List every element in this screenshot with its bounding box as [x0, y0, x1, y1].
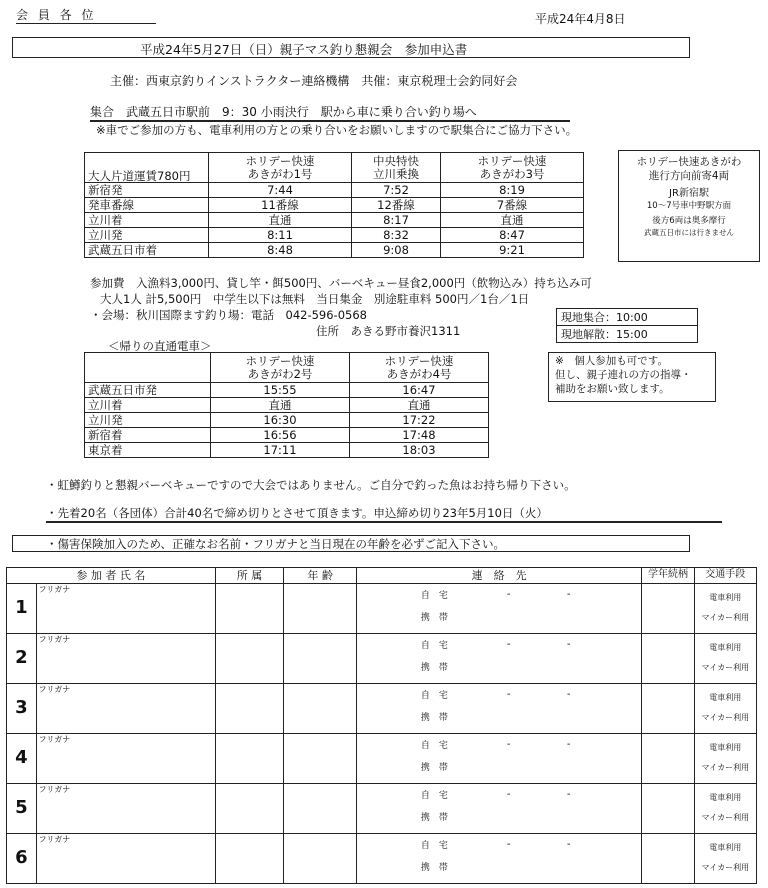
home-label: 自 宅 — [420, 741, 448, 751]
cell: 9:08 — [352, 243, 441, 258]
addressee: 会 員 各 位 — [16, 6, 156, 24]
name-field[interactable] — [36, 584, 215, 634]
name-field[interactable] — [36, 784, 215, 834]
affiliation-field[interactable] — [215, 784, 284, 834]
grade-field[interactable] — [642, 684, 694, 734]
contact-field[interactable]: 自 宅 携 帯 - - — [356, 784, 641, 834]
row-label: 立川発 — [85, 228, 209, 243]
side-box-line5: 武蔵五日市には行きません — [644, 227, 734, 237]
cell: 8:17 — [352, 213, 441, 228]
row-label: 武蔵五日市発 — [85, 383, 211, 398]
registration-row — [7, 584, 757, 634]
dismiss-time: 現地解散：15:00 — [556, 325, 698, 343]
venue: ・会場：秋川国際ます釣り場：電話 042-596-0568 — [90, 308, 367, 322]
train-option: 電車利用 — [709, 793, 742, 802]
side-box-line3: 10～7号車中野駅方面 — [646, 200, 732, 211]
car-option: マイカー利用 — [701, 863, 750, 872]
registration-table — [6, 567, 757, 884]
note-2: ・先着20名（各団体）合計40名で締め切りとさせて頂きます。申込締め切り23年5月10日（火） — [46, 505, 722, 523]
name-field[interactable] — [36, 734, 215, 784]
corner-cell — [85, 353, 211, 383]
train-option: 電車利用 — [709, 643, 742, 652]
grade-field[interactable] — [642, 584, 694, 634]
cell: 7:44 — [209, 183, 352, 198]
age-field[interactable] — [284, 784, 357, 834]
name-field[interactable] — [36, 684, 215, 734]
furigana-label: フリガナ — [38, 635, 71, 644]
contact-field[interactable]: 自 宅 携 帯 - - — [356, 684, 641, 734]
return-table-caption: ＜帰りの直通電車＞ — [108, 339, 212, 353]
header-grade-relation: 学年続柄 — [642, 568, 694, 584]
cell: 17:48 — [350, 428, 489, 443]
header-contact: 連 絡 先 — [356, 568, 641, 584]
registration-row — [7, 684, 757, 734]
contact-field[interactable]: 自 宅 携 帯 - - — [356, 834, 641, 884]
header-age: 年 齢 — [284, 568, 357, 584]
row-number: 3 — [7, 684, 37, 734]
train-option: 電車利用 — [709, 593, 742, 602]
meeting-info: 集合 武蔵五日市駅前 9：30 小雨決行 駅から車に乗り合い釣り場へ — [90, 103, 570, 122]
header-name: 参 加 者 氏 名 — [7, 568, 216, 584]
affiliation-field[interactable] — [215, 684, 284, 734]
solo-note-line3: 補助をお願い致します。 — [555, 383, 670, 396]
return-train-table — [84, 352, 489, 458]
registration-row — [7, 734, 757, 784]
home-label: 自 宅 — [420, 591, 448, 601]
grade-field[interactable] — [642, 634, 694, 684]
transport-field[interactable] — [694, 834, 756, 884]
side-box-title: ホリデー快速あきがわ — [636, 156, 742, 168]
car-option: マイカー利用 — [701, 813, 750, 822]
age-field[interactable] — [284, 834, 357, 884]
mobile-label: 携 帯 — [420, 863, 448, 873]
sponsors: 主催：西東京釣りインストラクター連絡機構 共催：東京税理士会釣同好会 — [110, 74, 518, 88]
furigana-label: フリガナ — [38, 735, 71, 744]
registration-row — [7, 834, 757, 884]
mobile-label: 携 帯 — [420, 663, 448, 673]
cell: 直通 — [211, 398, 350, 413]
cell: 15:55 — [211, 383, 350, 398]
fee-line2: 大人1人 計5,500円 中学生以下は無料 当日集金 別途駐車料 500円／1台／1日 — [100, 292, 530, 306]
train-option: 電車利用 — [709, 743, 742, 752]
cell: 7番線 — [441, 198, 584, 213]
train-option: 電車利用 — [709, 693, 742, 702]
header-transport: 交通手段 — [694, 568, 756, 584]
row-label: 発車番線 — [85, 198, 209, 213]
affiliation-field[interactable] — [215, 584, 284, 634]
train-option: 電車利用 — [709, 843, 742, 852]
note-1: ・虹鱒釣りと懇親バーベキューですので大会ではありません。ご自分で釣った魚はお持ち帰り下さい。 — [46, 478, 576, 492]
grade-field[interactable] — [642, 784, 694, 834]
row-label: 新宿着 — [85, 428, 211, 443]
cell: 17:22 — [350, 413, 489, 428]
col-akigawa4: ホリデー快速 あきがわ4号 — [350, 353, 489, 383]
row-label: 立川発 — [85, 413, 211, 428]
solo-participation-note — [548, 352, 716, 402]
contact-field[interactable]: 自 宅 携 帯 - - — [356, 584, 641, 634]
col-akigawa1: ホリデー快速 あきがわ1号 — [209, 153, 352, 183]
holiday-rapid-info-box — [618, 150, 760, 262]
name-field[interactable] — [36, 634, 215, 684]
cell: 8:11 — [209, 228, 352, 243]
cell: 17:11 — [211, 443, 350, 458]
name-field[interactable] — [36, 834, 215, 884]
age-field[interactable] — [284, 734, 357, 784]
row-label: 新宿発 — [85, 183, 209, 198]
transport-field[interactable] — [694, 734, 756, 784]
col-akigawa2: ホリデー快速 あきがわ2号 — [211, 353, 350, 383]
side-box-line1: 進行方向前寄4両 — [648, 170, 730, 183]
furigana-label: フリガナ — [38, 585, 71, 594]
outbound-train-table — [84, 152, 584, 258]
mobile-label: 携 帯 — [420, 763, 448, 773]
cell: 16:56 — [211, 428, 350, 443]
car-option: マイカー利用 — [701, 763, 750, 772]
cell: 12番線 — [352, 198, 441, 213]
note-3: ・傷害保険加入のため、正確なお名前・フリガナと当日現在の年齢を必ずご記入下さい。 — [46, 537, 505, 551]
contact-field[interactable]: 自 宅 携 帯 - - — [356, 634, 641, 684]
cell: 8:48 — [209, 243, 352, 258]
contact-field[interactable]: 自 宅 携 帯 - - — [356, 734, 641, 784]
transport-field[interactable] — [694, 634, 756, 684]
cell: 16:30 — [211, 413, 350, 428]
side-box-line4: 後方6両は奥多摩行 — [652, 216, 726, 227]
age-field[interactable] — [284, 684, 357, 734]
cell: 8:32 — [352, 228, 441, 243]
row-number: 1 — [7, 584, 37, 634]
cell: 直通 — [441, 213, 584, 228]
row-label: 立川着 — [85, 213, 209, 228]
home-label: 自 宅 — [420, 791, 448, 801]
home-label: 自 宅 — [420, 641, 448, 651]
solo-note-line1: ※ 個人参加も可です。 — [555, 355, 668, 367]
col-chuo-tokkai: 中央特快 立川乗換 — [352, 153, 441, 183]
venue-address: 住所 あきる野市養沢1311 — [316, 324, 461, 338]
fare-label: 大人片道運賃780円 — [85, 153, 209, 183]
mobile-label: 携 帯 — [420, 613, 448, 623]
age-field[interactable] — [284, 634, 357, 684]
furigana-label: フリガナ — [38, 835, 71, 844]
home-label: 自 宅 — [420, 691, 448, 701]
document-date: 平成24年4月8日 — [535, 12, 626, 26]
fee-line1: 参加費 入漁料3,000円、貸し竿・餌500円、バーベキュー昼食2,000円（飲物込み）持ち込み可 — [90, 276, 592, 290]
age-field[interactable] — [284, 584, 357, 634]
cell: 直通 — [209, 213, 352, 228]
cell: 7:52 — [352, 183, 441, 198]
cell: 9:21 — [441, 243, 584, 258]
header-affiliation: 所 属 — [215, 568, 284, 584]
row-number: 6 — [7, 834, 37, 884]
gather-time: 現地集合：10:00 — [556, 308, 698, 326]
registration-row — [7, 634, 757, 684]
car-option: マイカー利用 — [701, 613, 750, 622]
cell: 16:47 — [350, 383, 489, 398]
transport-field[interactable] — [694, 684, 756, 734]
affiliation-field[interactable] — [215, 634, 284, 684]
row-label: 立川着 — [85, 398, 211, 413]
home-label: 自 宅 — [420, 841, 448, 851]
registration-row — [7, 784, 757, 834]
col-akigawa3: ホリデー快速 あきがわ3号 — [441, 153, 584, 183]
cell: 18:03 — [350, 443, 489, 458]
mobile-label: 携 帯 — [420, 813, 448, 823]
mobile-label: 携 帯 — [420, 713, 448, 723]
side-box-line2: JR新宿駅 — [669, 188, 709, 200]
affiliation-field[interactable] — [215, 834, 284, 884]
transport-field[interactable] — [694, 784, 756, 834]
cell: 直通 — [350, 398, 489, 413]
meeting-note: ※車でご参加の方も、電車利用の方との乗り合いをお願いしますので駅集合にご協力下さい。 — [96, 123, 578, 137]
furigana-label: フリガナ — [38, 685, 71, 694]
car-option: マイカー利用 — [701, 663, 750, 672]
cell: 8:47 — [441, 228, 584, 243]
row-number: 4 — [7, 734, 37, 784]
cell: 11番線 — [209, 198, 352, 213]
transport-field[interactable] — [694, 584, 756, 634]
affiliation-field[interactable] — [215, 734, 284, 784]
solo-note-line2: 但し、親子連れの方の指導・ — [555, 369, 692, 382]
grade-field[interactable] — [642, 834, 694, 884]
row-number: 5 — [7, 784, 37, 834]
title-text: 平成24年5月27日（日）親子マス釣り懇親会 参加申込書 — [140, 42, 468, 57]
row-number: 2 — [7, 634, 37, 684]
row-label: 東京着 — [85, 443, 211, 458]
grade-field[interactable] — [642, 734, 694, 784]
car-option: マイカー利用 — [701, 713, 750, 722]
cell: 8:19 — [441, 183, 584, 198]
row-label: 武蔵五日市着 — [85, 243, 209, 258]
furigana-label: フリガナ — [38, 785, 71, 794]
